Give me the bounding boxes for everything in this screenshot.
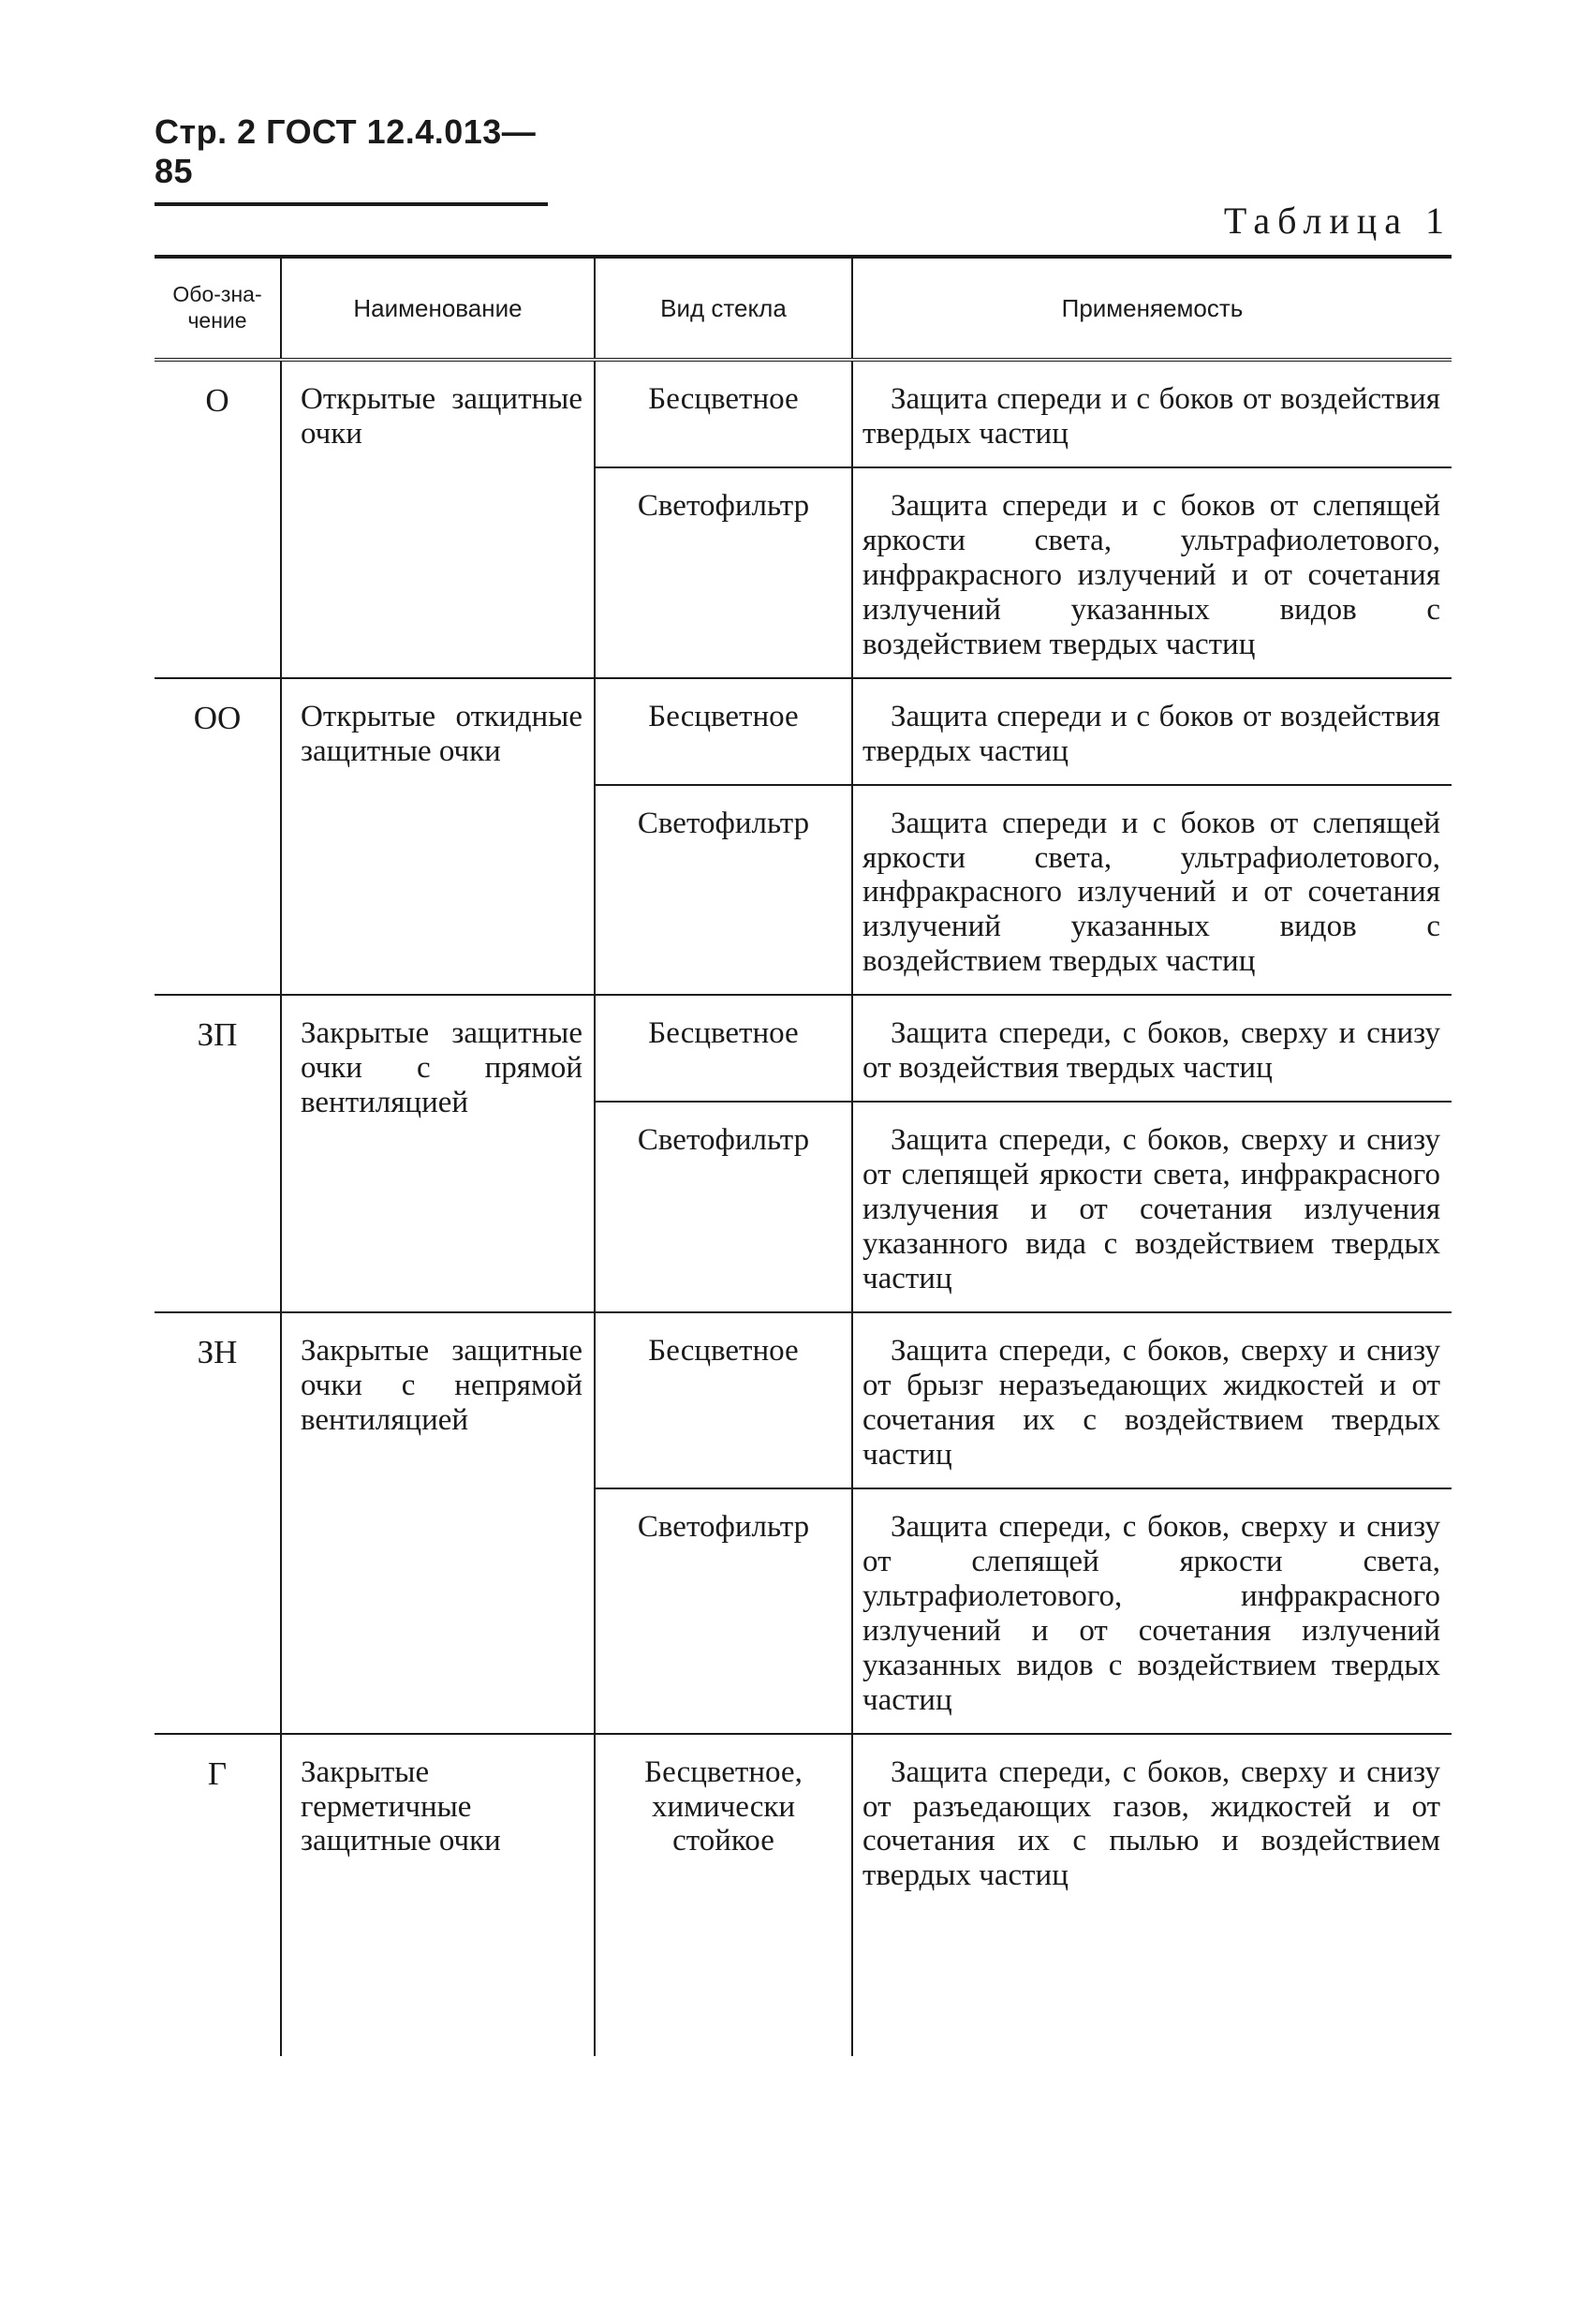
table-caption: Таблица 1 xyxy=(1223,200,1452,242)
table-row xyxy=(155,1312,1452,1488)
table-body xyxy=(155,360,1452,2056)
goggles-table xyxy=(155,255,1452,2056)
name-cell: Открытые откидные защитные очки xyxy=(281,678,595,996)
name-cell: Закрытые защитные очки с непрямой вентиляцией xyxy=(281,1312,595,1734)
page-header: Стр. 2 ГОСТ 12.4.013—85 xyxy=(155,112,548,206)
name-cell: Открытые защитные очки xyxy=(281,360,595,678)
use-cell: Защита спереди, с боков, сверху и снизу от брызг неразъедающих жидкостей и от сочетания их с воздействием твердых частиц xyxy=(852,1312,1452,1488)
use-cell-empty xyxy=(852,1908,1452,2056)
table-header xyxy=(155,257,1452,360)
table-row xyxy=(155,678,1452,785)
designation-cell: ЗП xyxy=(155,995,281,1312)
glass-cell: Бесцветное xyxy=(595,360,852,467)
glass-cell: Светофильтр xyxy=(595,1488,852,1734)
designation-cell: ОО xyxy=(155,678,281,996)
use-cell: Защита спереди, с боков, сверху и снизу от слепящей яркости света, ультрафиолетового, инфракрасного излучений и от сочетания излучений указанных видов с воздействием твердых частиц xyxy=(852,1488,1452,1734)
designation-cell: ЗН xyxy=(155,1312,281,1734)
column-header-glass: Вид стекла xyxy=(595,257,852,360)
name-cell: Закрытые защитные очки с прямой вентиляцией xyxy=(281,995,595,1312)
table-row xyxy=(155,1734,1452,1909)
glass-cell: Бесцветное xyxy=(595,995,852,1102)
column-header-use: Применяемость xyxy=(852,257,1452,360)
glass-cell: Светофильтр xyxy=(595,785,852,996)
use-cell: Защита спереди и с боков от воздействия твердых частиц xyxy=(852,678,1452,785)
glass-cell: Светофильтр xyxy=(595,467,852,678)
name-cell: Закрытые герметичные защитные очки xyxy=(281,1734,595,2057)
use-cell: Защита спереди, с боков, сверху и снизу от воздействия твердых частиц xyxy=(852,995,1452,1102)
use-cell: Защита спереди и с боков от слепящей яркости света, ультрафиолетового, инфракрасного излучений и от сочетания излучений указанных видов с воздействием твердых частиц xyxy=(852,467,1452,678)
table-container xyxy=(155,255,1452,2138)
use-cell: Защита спереди, с боков, сверху и снизу от разъедающих газов, жидкостей и от сочетания их с пылью и воздействием твердых частиц xyxy=(852,1734,1452,1909)
designation-cell: О xyxy=(205,382,229,419)
use-cell: Защита спереди и с боков от слепящей яркости света, ультрафиолетового, инфракрасного излучений и от сочетания излучений указанных видов с воздействием твердых частиц xyxy=(852,785,1452,996)
glass-cell: Светофильтр xyxy=(595,1102,852,1312)
glass-cell: Бесцветное xyxy=(595,678,852,785)
designation-cell: Г xyxy=(155,1734,281,2057)
use-cell: Защита спереди, с боков, сверху и снизу от слепящей яркости света, инфракрасного излучения и от сочетания излучения указанного вида с воздействием твердых частиц xyxy=(852,1102,1452,1312)
table-row xyxy=(155,360,1452,467)
column-header-name: Наименование xyxy=(281,257,595,360)
glass-cell: Бесцветное, химически стойкое xyxy=(595,1734,852,1909)
use-cell: Защита спереди и с боков от воздействия твердых частиц xyxy=(852,360,1452,467)
table-row xyxy=(155,995,1452,1102)
glass-cell: Бесцветное xyxy=(595,1312,852,1488)
column-header-designation: Обо-зна-чение xyxy=(172,282,262,333)
glass-cell-empty xyxy=(595,1908,852,2056)
